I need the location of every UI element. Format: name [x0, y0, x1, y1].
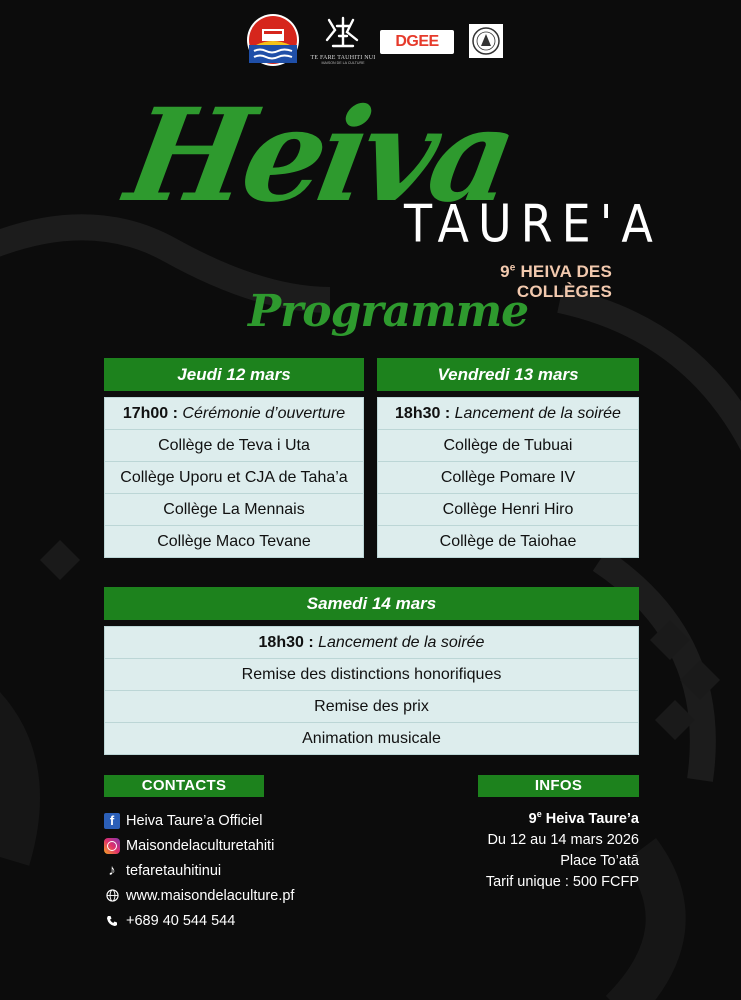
schedule-row: Collège de Taiohae [378, 526, 638, 557]
programme-heading: Programme [248, 286, 529, 337]
subtitle-ordinal: e [509, 262, 516, 274]
contact-instagram[interactable] [104, 833, 364, 858]
event-label: Lancement de la soirée [318, 634, 485, 651]
schedule-row: Collège Uporu et CJA de Taha’a [105, 462, 363, 494]
info-dates: Du 12 au 14 mars 2026 [487, 831, 639, 848]
infos-block [440, 804, 639, 893]
schedule-row: Animation musicale [105, 723, 638, 754]
info-edition [440, 804, 639, 830]
te-fare-tauhiti-nui-logo [310, 14, 376, 66]
contact-facebook[interactable] [104, 808, 364, 833]
dgee-text: DGEE [395, 33, 439, 50]
info-place: Place To’atā [560, 852, 639, 869]
event-time: 18h30 : [395, 405, 451, 422]
schedule-row: Collège La Mennais [105, 494, 363, 526]
schedule-row: Collège de Tubuai [378, 430, 638, 462]
schedule-row [105, 398, 363, 430]
contacts-heading: CONTACTS [104, 775, 264, 797]
schedule-rows-friday [377, 397, 639, 558]
schedule-row: Remise des distinctions honorifiques [105, 659, 638, 691]
logo-caption: TE FARE TAUHITI NUI [310, 54, 376, 61]
phone-label: +689 40 544 544 [126, 912, 236, 929]
contact-list [104, 808, 364, 933]
day-header-friday: Vendredi 13 mars [377, 358, 639, 391]
schedule-rows-saturday [104, 626, 639, 755]
tiktok-label: tefaretauhitinui [126, 862, 222, 879]
subtitle-number: 9 [500, 262, 510, 281]
contact-phone[interactable] [104, 908, 364, 933]
tiktok-icon: ♪ [108, 862, 116, 879]
edition-number: 9 [528, 810, 537, 827]
facebook-label: Heiva Taure’a Officiel [126, 812, 263, 829]
globe-icon [104, 888, 120, 904]
instagram-icon [104, 838, 120, 854]
event-label: Lancement de la soirée [454, 405, 621, 422]
contact-website[interactable] [104, 883, 364, 908]
info-price: Tarif unique : 500 FCFP [485, 873, 639, 890]
event-time: 18h30 : [258, 634, 314, 651]
edition-ordinal: e [536, 809, 542, 819]
polynesia-seal-icon [246, 14, 300, 66]
schedule-row: Remise des prix [105, 691, 638, 723]
schedule-thursday [104, 358, 364, 558]
infos-heading: INFOS [478, 775, 639, 797]
schedule-row [378, 398, 638, 430]
schedule-row: Collège Pomare IV [378, 462, 638, 494]
contact-tiktok[interactable] [104, 858, 364, 883]
event-label: Cérémonie d’ouverture [182, 405, 346, 422]
edition-name: Heiva Taure’a [545, 810, 639, 827]
schedule-row: Collège Maco Tevane [105, 526, 363, 557]
instagram-label: Maisondelaculturetahiti [126, 837, 275, 854]
schedule-saturday [104, 587, 639, 755]
logo-subcaption: MAISON DE LA CULTURE [321, 60, 365, 65]
schedule-rows-thursday [104, 397, 364, 558]
phone-icon [104, 913, 120, 929]
event-title-script: Heiva [116, 81, 522, 231]
schedule-friday [377, 358, 639, 558]
event-title-block: TAURE'A [404, 193, 662, 254]
event-time: 17h00 : [122, 405, 178, 422]
day-header-thursday: Jeudi 12 mars [104, 358, 364, 391]
website-label: www.maisondelaculture.pf [126, 887, 295, 904]
schedule-row: Collège de Teva i Uta [105, 430, 363, 462]
schedule-row: Collège Henri Hiro [378, 494, 638, 526]
schedule-row [105, 627, 638, 659]
dgee-logo [380, 30, 454, 54]
subtitle-text: HEIVA DES COLLÈGES [516, 262, 612, 301]
day-header-saturday: Samedi 14 mars [104, 587, 639, 620]
facebook-icon: f [104, 813, 120, 829]
heiva-seal-icon [469, 24, 503, 58]
